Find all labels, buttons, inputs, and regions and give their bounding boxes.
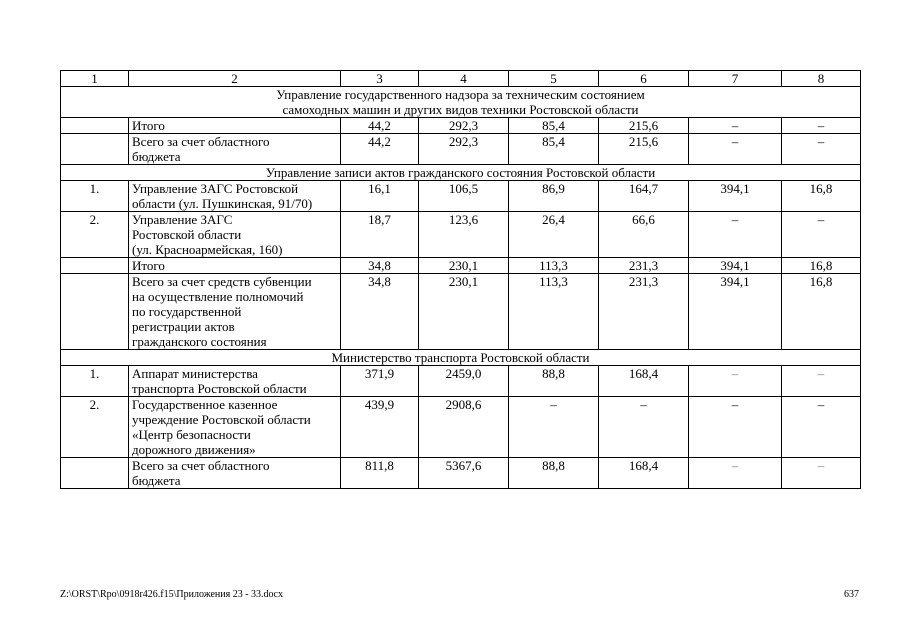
table-row (61, 458, 861, 489)
value-cell: 231,3 (599, 274, 689, 350)
value-cell: 2908,6 (419, 397, 509, 458)
section-title: Управление записи актов гражданского состояния Ростовской области (61, 165, 861, 181)
item-name-cell: Всего за счет областного бюджета (129, 458, 341, 489)
value-cell: 44,2 (341, 118, 419, 134)
value-cell: 811,8 (341, 458, 419, 489)
value-cell: 34,8 (341, 258, 419, 274)
value-cell: 66,6 (599, 212, 689, 258)
empty-value-cell: – (782, 212, 861, 258)
column-number-cell: 5 (509, 71, 599, 87)
item-name-cell: Итого (129, 118, 341, 134)
value-cell: 215,6 (599, 134, 689, 165)
value-cell: 230,1 (419, 258, 509, 274)
value-cell: 86,9 (509, 181, 599, 212)
empty-value-cell: – (689, 366, 782, 397)
section-header-row (61, 350, 861, 366)
value-cell: 215,6 (599, 118, 689, 134)
value-cell: 18,7 (341, 212, 419, 258)
section-title: Управление государственного надзора за техническим состоянием самоходных машин и других видов техники Ростовской области (61, 87, 861, 118)
table-row (61, 397, 861, 458)
empty-value-cell: – (782, 366, 861, 397)
footer-file-path: Z:\ORST\Rpo\0918r426.f15\Приложения 23 - 33.docx (60, 589, 283, 600)
value-cell: 88,8 (509, 366, 599, 397)
item-name-cell: Итого (129, 258, 341, 274)
empty-value-cell: – (782, 118, 861, 134)
value-cell: 371,9 (341, 366, 419, 397)
table-row (61, 118, 861, 134)
value-cell: 16,1 (341, 181, 419, 212)
item-name-cell: Всего за счет средств субвенции на осуществление полномочий по государственной регистрации актов гражданского состояния (129, 274, 341, 350)
column-number-cell: 2 (129, 71, 341, 87)
section-header-row (61, 165, 861, 181)
item-name-cell: Управление ЗАГС Ростовской области (ул. Красноармейская, 160) (129, 212, 341, 258)
item-name-cell: Аппарат министерства транспорта Ростовской области (129, 366, 341, 397)
value-cell: 26,4 (509, 212, 599, 258)
value-cell: 106,5 (419, 181, 509, 212)
column-number-cell: 6 (599, 71, 689, 87)
value-cell: 164,7 (599, 181, 689, 212)
value-cell: 2459,0 (419, 366, 509, 397)
empty-value-cell: – (689, 458, 782, 489)
value-cell: 439,9 (341, 397, 419, 458)
row-number-cell: 2. (61, 212, 129, 258)
page-number: 637 (844, 589, 859, 600)
column-number-row (61, 71, 861, 87)
table-row (61, 274, 861, 350)
column-number-cell: 7 (689, 71, 782, 87)
item-name-cell: Управление ЗАГС Ростовской области (ул. Пушкинская, 91/70) (129, 181, 341, 212)
row-number-cell (61, 118, 129, 134)
table-row (61, 134, 861, 165)
row-number-cell (61, 274, 129, 350)
column-number-cell: 4 (419, 71, 509, 87)
value-cell: 113,3 (509, 274, 599, 350)
value-cell: 292,3 (419, 118, 509, 134)
value-cell: 16,8 (782, 181, 861, 212)
value-cell: 394,1 (689, 181, 782, 212)
table-row (61, 258, 861, 274)
section-header-row (61, 87, 861, 118)
table-row (61, 181, 861, 212)
value-cell: 16,8 (782, 274, 861, 350)
value-cell: 113,3 (509, 258, 599, 274)
row-number-cell: 1. (61, 181, 129, 212)
value-cell: 85,4 (509, 134, 599, 165)
value-cell: 394,1 (689, 274, 782, 350)
item-name-cell: Государственное казенное учреждение Ростовской области «Центр безопасности дорожного движения» (129, 397, 341, 458)
value-cell: 16,8 (782, 258, 861, 274)
value-cell: 44,2 (341, 134, 419, 165)
row-number-cell: 1. (61, 366, 129, 397)
table-row (61, 366, 861, 397)
item-name-cell: Всего за счет областного бюджета (129, 134, 341, 165)
empty-value-cell: – (782, 397, 861, 458)
value-cell: 394,1 (689, 258, 782, 274)
table-body (61, 71, 861, 489)
value-cell: 168,4 (599, 458, 689, 489)
budget-table (60, 70, 861, 489)
value-cell: 292,3 (419, 134, 509, 165)
value-cell: 231,3 (599, 258, 689, 274)
column-number-cell: 8 (782, 71, 861, 87)
empty-value-cell: – (689, 118, 782, 134)
empty-value-cell: – (689, 134, 782, 165)
value-cell: 88,8 (509, 458, 599, 489)
value-cell: 85,4 (509, 118, 599, 134)
table-row (61, 212, 861, 258)
row-number-cell: 2. (61, 397, 129, 458)
value-cell: 123,6 (419, 212, 509, 258)
empty-value-cell: – (689, 397, 782, 458)
value-cell: 230,1 (419, 274, 509, 350)
row-number-cell (61, 134, 129, 165)
empty-value-cell: – (509, 397, 599, 458)
section-title: Министерство транспорта Ростовской области (61, 350, 861, 366)
column-number-cell: 3 (341, 71, 419, 87)
row-number-cell (61, 458, 129, 489)
empty-value-cell: – (689, 212, 782, 258)
empty-value-cell: – (782, 458, 861, 489)
empty-value-cell: – (599, 397, 689, 458)
row-number-cell (61, 258, 129, 274)
empty-value-cell: – (782, 134, 861, 165)
value-cell: 5367,6 (419, 458, 509, 489)
column-number-cell: 1 (61, 71, 129, 87)
value-cell: 168,4 (599, 366, 689, 397)
value-cell: 34,8 (341, 274, 419, 350)
